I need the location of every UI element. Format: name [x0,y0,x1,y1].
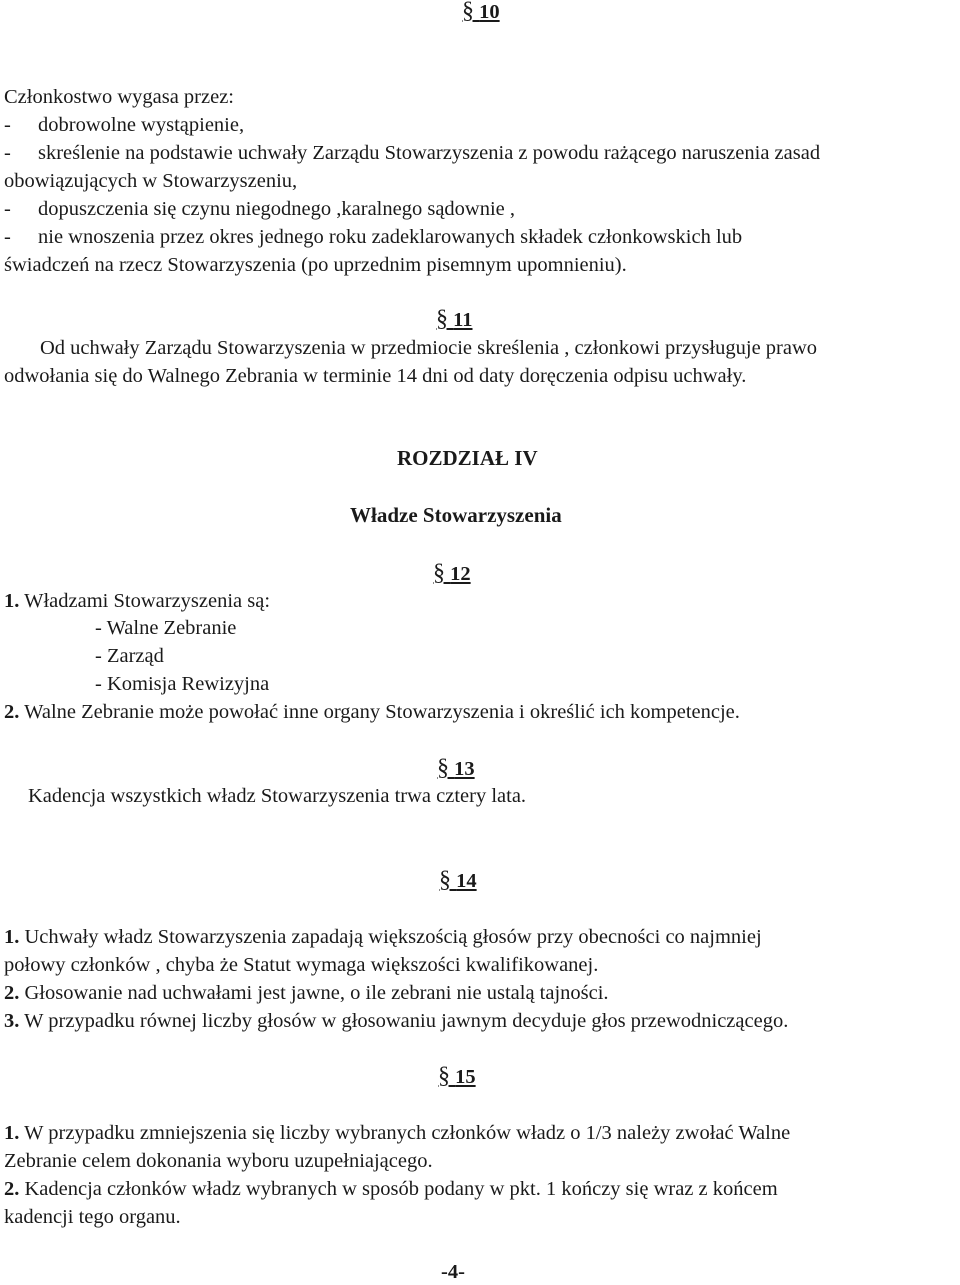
section-10-heading [462,0,500,25]
p10-item-4: - nie wnoszenia przez okres jednego roku zadeklarowanych składek członkowskich lub [4,226,743,248]
p15-point-2-cont: kadencji tego organu. [4,1206,181,1228]
p12-list-item: - Walne Zebranie [95,617,237,639]
p12-list-item: - Komisja Rewizyjna [95,673,270,695]
section-number: 10 [479,1,500,23]
p14-point-1-cont: połowy członków , chyba że Statut wymaga większości kwalifikowanej. [4,954,599,976]
page-number: -4- [441,1261,465,1283]
p14-point-2: 2. Głosowanie nad uchwałami jest jawne, o ile zebrani nie ustalą tajności. [4,982,609,1004]
p11-line-1: Od uchwały Zarządu Stowarzyszenia w przedmiocie skreślenia , członkowi przysługuje prawo [40,337,818,359]
p12-point-1: 1. Władzami Stowarzyszenia są: [4,590,271,612]
p11-line-2: odwołania się do Walnego Zebrania w terminie 14 dni od daty doręczenia odpisu uchwały. [4,365,747,387]
p15-point-2: 2. Kadencja członków władz wybranych w sposób podany w pkt. 1 kończy się wraz z końcem [4,1178,778,1200]
section-11-heading: § 11 [436,306,473,332]
p13-line-1: Kadencja wszystkich władz Stowarzyszenia trwa cztery lata. [28,785,527,807]
p15-point-1-cont: Zebranie celem dokonania wyboru uzupełniającego. [4,1150,433,1172]
section-symbol: § [462,0,474,24]
section-14-heading: § 14 [439,867,477,893]
p10-item-1: - dobrowolne wystąpienie, [4,114,245,136]
p10-item-2-cont: obowiązujących w Stowarzyszeniu, [4,170,298,192]
p10-item-3: - dopuszczenia się czynu niegodnego ,karalnego sądownie , [4,198,516,220]
p10-item-2: - skreślenie na podstawie uchwały Zarządu Stowarzyszenia z powodu rażącego naruszenia zasad [4,142,821,164]
p14-point-1: 1. Uchwały władz Stowarzyszenia zapadają większością głosów przy obecności co najmniej [4,926,762,948]
p14-point-3: 3. W przypadku równej liczby głosów w głosowaniu jawnym decyduje głos przewodniczącego. [4,1010,789,1032]
chapter-title: ROZDZIAŁ IV [397,446,538,470]
p15-point-1: 1. W przypadku zmniejszenia się liczby wybranych członków władz o 1/3 należy zwołać Walne [4,1122,791,1144]
section-15-heading: § 15 [438,1063,476,1089]
p10-item-4-cont: świadczeń na rzecz Stowarzyszenia (po uprzednim pisemnym upomnieniu). [4,254,627,276]
section-12-heading: § 12 [433,560,471,586]
p12-point-2: 2. Walne Zebranie może powołać inne organy Stowarzyszenia i określić ich kompetencje. [4,701,740,723]
p10-intro: Członkostwo wygasa przez: [4,86,234,108]
chapter-subtitle: Władze Stowarzyszenia [350,503,562,527]
section-13-heading: § 13 [437,755,475,781]
p12-list-item: - Zarząd [95,645,164,667]
